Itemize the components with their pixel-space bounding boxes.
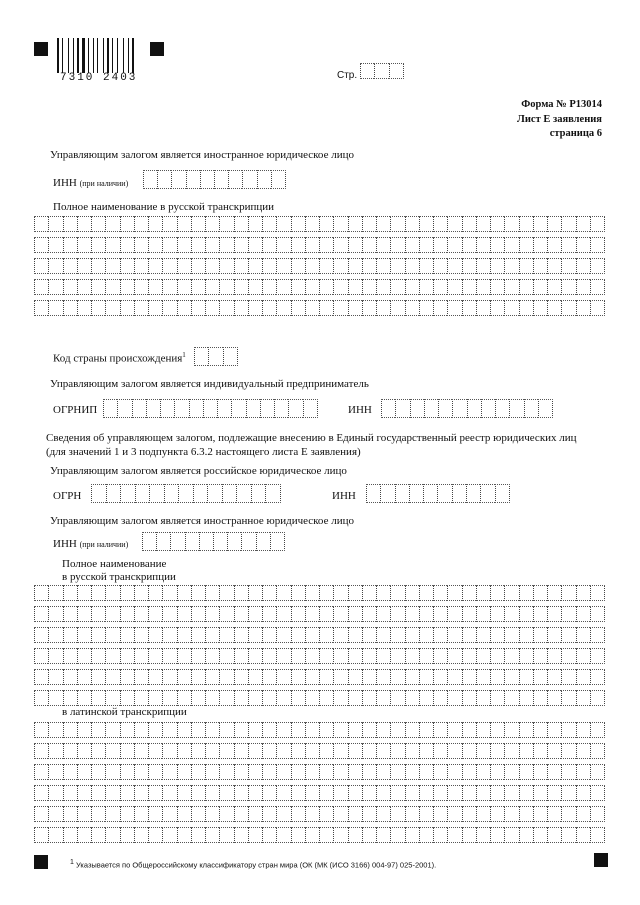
ru-legal-entity-title: Управляющим залогом является российское юридическое лицо bbox=[50, 465, 347, 477]
section1-inn-field[interactable] bbox=[143, 170, 286, 189]
section3-title-line1: Сведения об управляющем залогом, подлежащие внесению в Единый государственный реестр юридических лиц bbox=[46, 432, 577, 444]
registration-marker-bottom-right bbox=[594, 853, 608, 867]
section3-inn-label: ИНН bbox=[332, 490, 356, 502]
sheet-page: страница 6 bbox=[549, 128, 602, 139]
sheet-title: Лист Е заявления bbox=[517, 114, 602, 125]
lat-transcription-label: в латинской транскрипции bbox=[62, 706, 187, 718]
section2-inn-label: ИНН bbox=[348, 404, 372, 416]
page-number-field[interactable] bbox=[360, 63, 404, 79]
section1-fullname-grid[interactable] bbox=[34, 216, 605, 321]
registration-marker-bottom-left bbox=[34, 855, 48, 869]
ogrn-field[interactable] bbox=[91, 484, 281, 503]
foreign-inn-field[interactable] bbox=[142, 532, 285, 551]
section2-inn-field[interactable] bbox=[381, 399, 553, 418]
section2-title: Управляющим залогом является индивидуальный предприниматель bbox=[50, 378, 369, 390]
ogrnip-field[interactable] bbox=[103, 399, 318, 418]
section1-inn-label: ИНН (при наличии) bbox=[53, 177, 129, 189]
footnote: $^1$ Указывается по Общероссийскому классификатору стран мира (ОК (МК (ИСО 3166) 004-97) 025-2001). bbox=[70, 859, 437, 870]
ogrnip-label: ОГРНИП bbox=[53, 404, 98, 416]
page-number-label: Стр. bbox=[337, 70, 358, 81]
ru-transcription-grid[interactable] bbox=[34, 585, 605, 711]
barcode-number: 7310 2403 bbox=[60, 72, 138, 84]
registration-marker-top-left bbox=[34, 42, 48, 56]
foreign-inn-label: ИНН (при наличии) bbox=[53, 538, 129, 550]
lat-transcription-grid[interactable] bbox=[34, 722, 605, 848]
section1-title: Управляющим залогом является иностранное юридическое лицо bbox=[50, 149, 354, 161]
registration-marker-top-right bbox=[150, 42, 164, 56]
section1-fullname-label: Полное наименование в русской транскрипции bbox=[53, 201, 275, 213]
ru-transcription-label: в русской транскрипции bbox=[62, 571, 176, 583]
barcode bbox=[57, 38, 137, 73]
form-number: Форма № Р13014 bbox=[521, 99, 602, 110]
country-code-label: Код страны происхождения$^1$ bbox=[53, 351, 186, 365]
section3-title-line2: (для значений 1 и 3 подпункта 6.3.2 настоящего листа Е заявления) bbox=[46, 446, 361, 458]
foreign-legal-entity-title: Управляющим залогом является иностранное юридическое лицо bbox=[50, 515, 354, 527]
section3-inn-field[interactable] bbox=[366, 484, 510, 503]
section3-fullname-label: Полное наименование bbox=[62, 558, 167, 570]
ogrn-label: ОГРН bbox=[53, 490, 82, 502]
country-code-field[interactable] bbox=[194, 347, 238, 366]
